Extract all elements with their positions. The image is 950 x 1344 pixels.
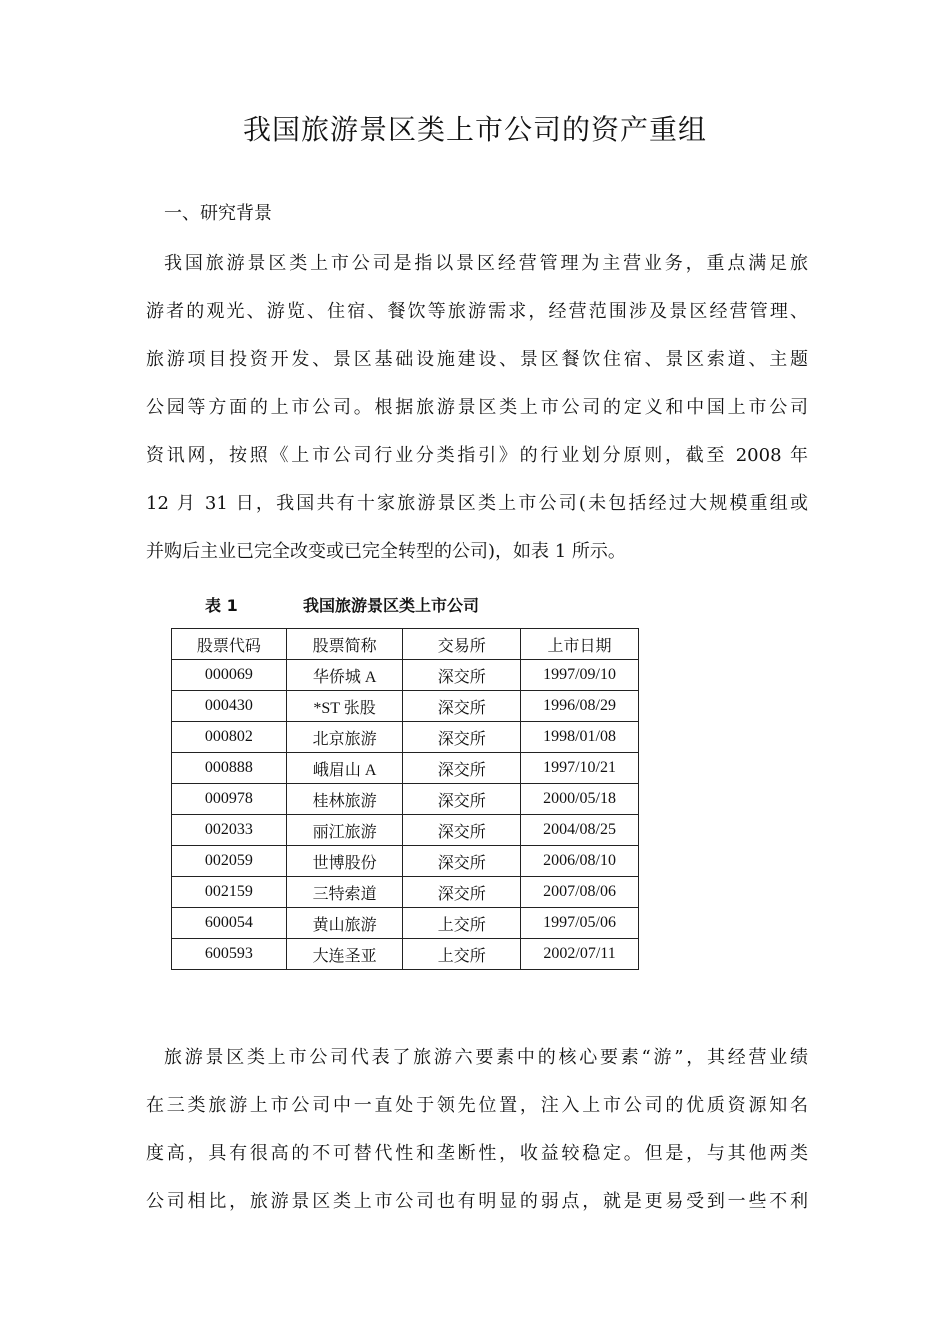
exchange-cell: 深交所 <box>403 877 521 908</box>
stock-name-cell: 黄山旅游 <box>286 908 403 939</box>
table-header-row <box>172 629 639 660</box>
exchange-cell: 深交所 <box>403 722 521 753</box>
stock-code-cell: 002033 <box>172 815 287 846</box>
stock-name-cell: 华侨城 A <box>286 660 403 691</box>
listing-date-cell: 1997/05/06 <box>521 908 639 939</box>
listing-date-cell: 1997/10/21 <box>521 753 639 784</box>
paragraph-line: 我国旅游景区类上市公司是指以景区经营管理为主营业务，重点满足旅 <box>164 253 808 274</box>
exchange-cell: 上交所 <box>403 908 521 939</box>
exchange-cell: 深交所 <box>403 691 521 722</box>
paragraph-intro <box>146 240 808 576</box>
paragraph-line: 12 月 31 日，我国共有十家旅游景区类上市公司(未包括经过大规模重组或 <box>146 493 808 514</box>
table-row <box>172 753 639 784</box>
paragraph-line: 资讯网，按照《上市公司行业分类指引》的行业划分原则，截至 2008 年 <box>146 445 808 466</box>
header-stock-code: 股票代码 <box>172 629 287 660</box>
paragraph-line: 公司相比，旅游景区类上市公司也有明显的弱点，就是更易受到一些不利 <box>146 1191 808 1212</box>
document-title: 我国旅游景区类上市公司的资产重组 <box>242 113 707 146</box>
header-listing-date: 上市日期 <box>521 629 639 660</box>
paragraph-analysis <box>146 1034 808 1226</box>
table-row <box>172 877 639 908</box>
stock-code-cell: 600054 <box>172 908 287 939</box>
listing-date-cell: 1996/08/29 <box>521 691 639 722</box>
stock-code-cell: 002159 <box>172 877 287 908</box>
stock-code-cell: 000069 <box>172 660 287 691</box>
stock-code-cell: 000430 <box>172 691 287 722</box>
stock-code-cell: 600593 <box>172 939 287 970</box>
paragraph-line: 游者的观光、游览、住宿、餐饮等旅游需求，经营范围涉及景区经营管理、 <box>146 301 808 322</box>
exchange-cell: 深交所 <box>403 815 521 846</box>
exchange-cell: 深交所 <box>403 753 521 784</box>
listing-date-cell: 2004/08/25 <box>521 815 639 846</box>
paragraph-line: 公园等方面的上市公司。根据旅游景区类上市公司的定义和中国上市公司 <box>146 397 808 418</box>
paragraph-line: 旅游景区类上市公司代表了旅游六要素中的核心要素“游”，其经营业绩 <box>164 1047 808 1068</box>
listing-date-cell: 1997/09/10 <box>521 660 639 691</box>
paragraph-line: 度高，具有很高的不可替代性和垄断性，收益较稳定。但是，与其他两类 <box>146 1143 808 1164</box>
table-row <box>172 722 639 753</box>
exchange-cell: 深交所 <box>403 784 521 815</box>
paragraph-line: 并购后主业已完全改变或已完全转型的公司)，如表 1 所示。 <box>146 541 626 562</box>
header-stock-name: 股票简称 <box>286 629 403 660</box>
stock-name-cell: *ST 张股 <box>286 691 403 722</box>
stock-name-cell: 大连圣亚 <box>286 939 403 970</box>
stock-code-cell: 002059 <box>172 846 287 877</box>
stock-code-cell: 000802 <box>172 722 287 753</box>
listing-date-cell: 1998/01/08 <box>521 722 639 753</box>
exchange-cell: 深交所 <box>403 846 521 877</box>
table-row <box>172 784 639 815</box>
listing-date-cell: 2002/07/11 <box>521 939 639 970</box>
stock-name-cell: 北京旅游 <box>286 722 403 753</box>
paragraph-line: 在三类旅游上市公司中一直处于领先位置，注入上市公司的优质资源知名 <box>146 1095 808 1116</box>
table-row <box>172 660 639 691</box>
table-caption-number: 表 1 <box>205 596 238 615</box>
stock-code-cell: 000888 <box>172 753 287 784</box>
listing-date-cell: 2006/08/10 <box>521 846 639 877</box>
table-row <box>172 691 639 722</box>
stock-name-cell: 桂林旅游 <box>286 784 403 815</box>
stock-name-cell: 三特索道 <box>286 877 403 908</box>
listing-date-cell: 2007/08/06 <box>521 877 639 908</box>
listing-date-cell: 2000/05/18 <box>521 784 639 815</box>
stock-name-cell: 世博股份 <box>286 846 403 877</box>
stock-name-cell: 峨眉山 A <box>286 753 403 784</box>
stock-code-cell: 000978 <box>172 784 287 815</box>
table-row <box>172 815 639 846</box>
stock-name-cell: 丽江旅游 <box>286 815 403 846</box>
paragraph-line: 旅游项目投资开发、景区基础设施建设、景区餐饮住宿、景区索道、主题 <box>146 349 808 370</box>
table-row <box>172 908 639 939</box>
table-row <box>172 939 639 970</box>
exchange-cell: 深交所 <box>403 660 521 691</box>
listed-companies-table <box>171 628 639 970</box>
header-exchange: 交易所 <box>403 629 521 660</box>
exchange-cell: 上交所 <box>403 939 521 970</box>
section-heading: 一、研究背景 <box>164 203 272 224</box>
table-row <box>172 846 639 877</box>
table-caption-title: 我国旅游景区类上市公司 <box>303 596 480 615</box>
